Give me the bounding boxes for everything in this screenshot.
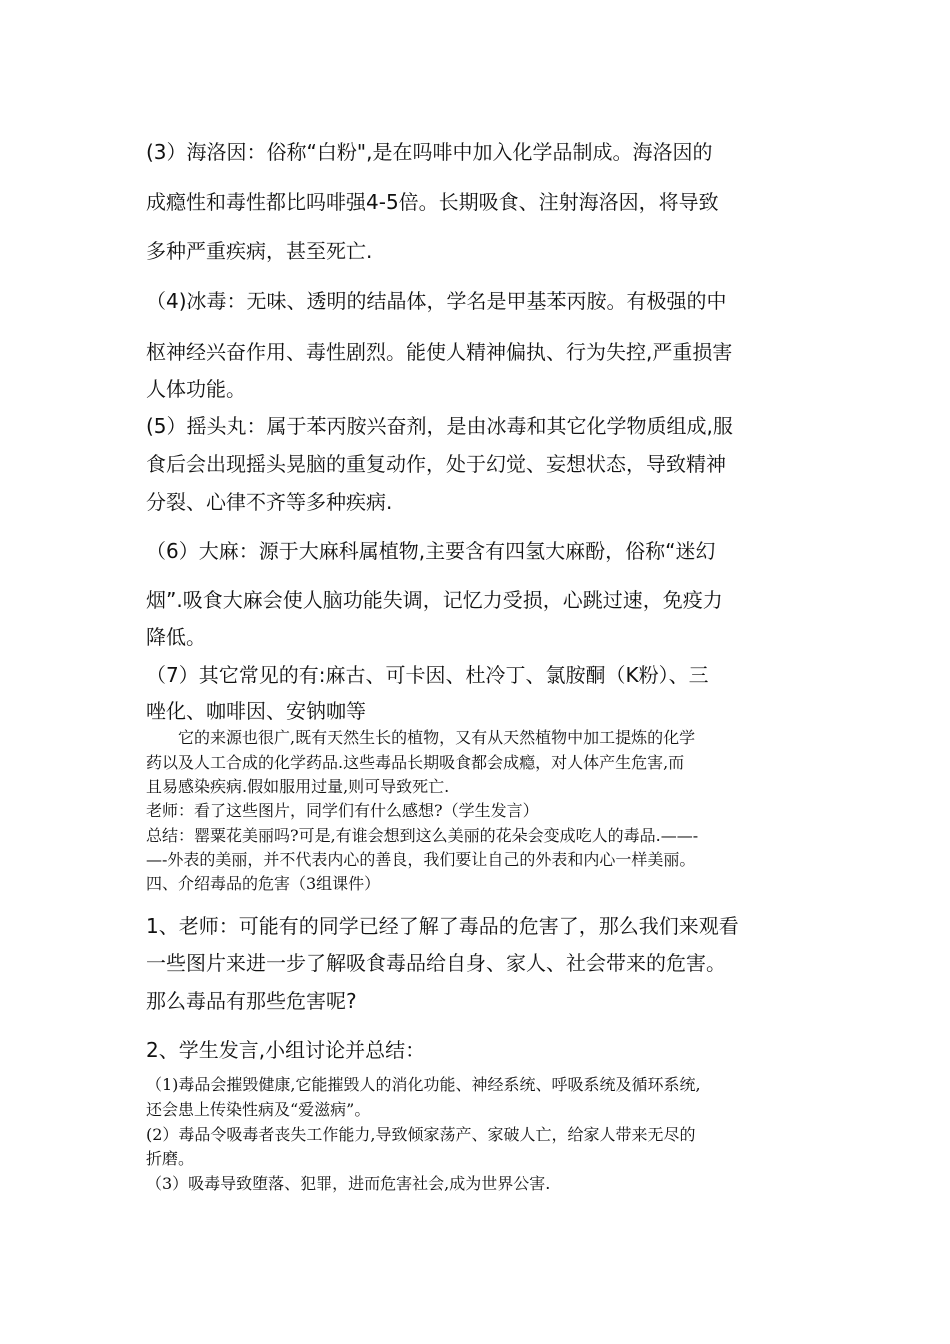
paragraph-source-line-2: 药以及人工合成的化学药品.这些毒品长期吸食都会成瘾，对人体产生危害,而: [146, 753, 685, 772]
teacher-question: 老师：看了这些图片，同学们有什么感想?（学生发言）: [146, 801, 539, 820]
paragraph-heroin-line-2: 成瘾性和毒性都比吗啡强4-5倍。长期吸食、注射海洛因，将导致: [146, 190, 719, 214]
paragraph-source-line-3: 且易感染疾病.假如服用过量,则可导致死亡.: [146, 777, 450, 796]
paragraph-heroin-line-3: 多种严重疾病，甚至死亡.: [146, 239, 373, 263]
harm-2-line-2: 折磨。: [146, 1149, 195, 1168]
paragraph-cannabis-line-2: 烟”.吸食大麻会使人脑功能失调，记忆力受损，心跳过速，免疫力: [146, 588, 723, 612]
paragraph-ecstasy-line-3: 分裂、心律不齐等多种疾病.: [146, 490, 393, 514]
paragraph-ecstasy-line-1: (5）摇头丸：属于苯丙胺兴奋剂，是由冰毒和其它化学物质组成,服: [146, 414, 733, 438]
harm-1-line-2: 还会患上传染性病及“爱滋病”。: [146, 1100, 371, 1119]
paragraph-ecstasy-line-2: 食后会出现摇头晃脑的重复动作，处于幻觉、妄想状态，导致精神: [146, 452, 726, 476]
teacher-intro-line-1: 1、老师：可能有的同学已经了解了毒品的危害了，那么我们来观看: [146, 914, 739, 938]
paragraph-others-line-1: （7）其它常见的有:麻古、可卡因、杜冷丁、氯胺酮（K粉）、三: [146, 663, 709, 687]
harm-3-line-1: （3）吸毒导致堕落、犯罪，进而危害社会,成为世界公害.: [146, 1174, 551, 1193]
paragraph-ice-line-1: （4)冰毒：无味、透明的结晶体，学名是甲基苯丙胺。有极强的中: [146, 289, 727, 313]
paragraph-ice-line-2: 枢神经兴奋作用、毒性剧烈。能使人精神偏执、行为失控,严重损害: [146, 340, 733, 364]
teacher-intro-line-3: 那么毒品有那些危害呢?: [146, 989, 357, 1013]
paragraph-ice-line-3: 人体功能。: [146, 377, 246, 401]
harm-1-line-1: （1)毒品会摧毁健康,它能摧毁人的消化功能、神经系统、呼吸系统及循环系统,: [146, 1075, 701, 1094]
paragraph-cannabis-line-3: 降低。: [146, 625, 206, 649]
summary-line-2: —-外表的美丽，并不代表内心的善良，我们要让自己的外表和内心一样美丽。: [146, 850, 696, 869]
teacher-intro-line-2: 一些图片来进一步了解吸食毒品给自身、家人、社会带来的危害。: [146, 951, 726, 975]
paragraph-cannabis-line-1: （6）大麻：源于大麻科属植物,主要含有四氢大麻酚，俗称“迷幻: [146, 539, 716, 563]
harm-2-line-1: (2）毒品令吸毒者丧失工作能力,导致倾家荡产、家破人亡，给家人带来无尽的: [146, 1125, 696, 1144]
summary-line-1: 总结：罂粟花美丽吗?可是,有谁会想到这么美丽的花朵会变成吃人的毒品.——-: [146, 826, 699, 845]
student-discussion-heading: 2、学生发言,小组讨论并总结：: [146, 1038, 426, 1062]
section-heading-harms: 四、介绍毒品的危害（3组课件）: [146, 874, 381, 893]
paragraph-source-line-1: 它的来源也很广,既有天然生长的植物，又有从天然植物中加工提炼的化学: [178, 728, 696, 747]
paragraph-others-line-2: 唑化、咖啡因、安钠咖等: [146, 699, 366, 723]
paragraph-heroin-line-1: (3）海洛因：俗称“白粉",是在吗啡中加入化学品制成。海洛因的: [146, 140, 713, 164]
